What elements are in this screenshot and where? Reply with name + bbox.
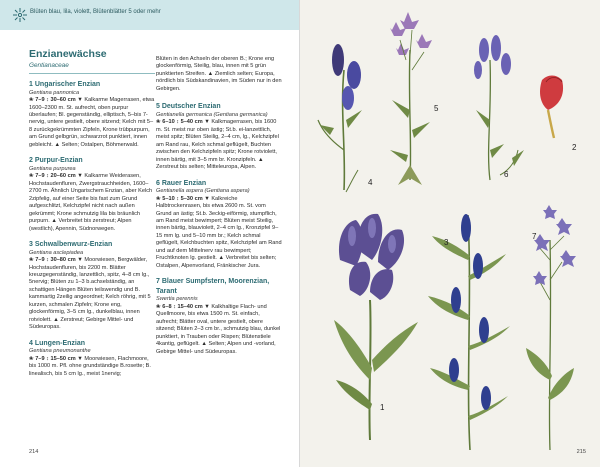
species-entry [156, 179, 282, 271]
species-entry [156, 277, 282, 356]
plate-label-4: 4 [368, 178, 373, 187]
species-description: ❀ 7–9 ↕ 20–60 cm ▼ Kalkarme Weiderasen, Hochstaudenfluren, Zwergstrauchheiden, 1600–2700 m. Ähnlich Ungarischem Enzian, aber Kelch 2zipfelig, auf einer Seite bis fast zum Grund aufgeschlitzt, Kelchzipfel nicht nach außen gekrümmt; Krone schmutzig lila bis bräunlich purpurn. ▲ Verbreitet bis zerstreut; Alpen (westlich), Apennin, Südnorwegen. [29, 173, 153, 232]
species-heading: 6 Rauer Enzian [156, 179, 207, 187]
text-column-1 [29, 48, 155, 385]
species-heading: 2 Purpur-Enzian [29, 157, 83, 165]
species-latin: Gentianella aspera (Gentiana aspera) [156, 188, 250, 195]
species-latin: Gentianella germanica (Gentiana germanica) [156, 111, 268, 118]
family-title: Enzianewächse [29, 48, 107, 60]
plate-label-5: 5 [434, 104, 439, 113]
plant-6-illustration [474, 35, 524, 180]
species-latin: Swertia perennis [156, 296, 198, 303]
flower-section-icon [12, 7, 28, 23]
species-latin: Gentiana pneumonanthe [29, 348, 91, 355]
species-entry [29, 156, 155, 233]
species-description: ❀ 7–9 ↕ 30–60 cm ▼ Kalkarme Magerrasen, etwa 1600–2300 m. St. aufrecht, oben purpur überlaufen; Bl. gegenständig, elliptisch, 5–bis 7-nervig, untere gestielt, obere sitzend; Kelch mit 5–8 zurückgekrümmten Zipfeln, Krone trübpurpurn, am Grund gelbgrün, schwarzrot punktiert, innen gebleicht. ▲ Selten; Ostalpen, Böhmerwald. [29, 97, 155, 148]
section-strip [0, 0, 300, 30]
species-heading: 4 Lungen-Enzian [29, 339, 86, 347]
plate-label-7: 7 [532, 232, 537, 241]
section-strip-text: Blüten blau, lila, violett, Blütenblätter 5 oder mehr [30, 9, 161, 15]
species-description: ❀ 7–9 ↕ 30–80 cm ▼ Moorwiesen, Bergwälder, Hochstaudenfluren, bis 2200 m. Blätter kreuzgegenständig, lanzettlich, spitz, 4–8 cm lg., 5nervig; Blüten zu 1–3 b.achselständig, an schattigen Hängen Blüten teilswendig und B. kammartig 2zeilig angeordnet; Kelch röhrig, mit 5 kurzen, schmalen Zipfeln; Krone eng, glockenförmig, 3–5 cm lg., dunkelblau, innen rotviolett. ▲ Zerstreut; Gebirge Mittel- und Südeuropas. [29, 257, 151, 331]
species-latin: Gentiana asclepiadea [29, 249, 84, 256]
plant-4-illustration [318, 44, 362, 192]
plate-label-1: 1 [380, 403, 385, 412]
plate-label-6: 6 [504, 170, 509, 179]
species-latin: Gentiana purpurea [29, 165, 76, 172]
plant-5-illustration [390, 12, 432, 185]
plant-2-illustration [540, 76, 563, 139]
species-entry [29, 80, 155, 149]
species-heading: 3 Schwalbenwurz-Enzian [29, 241, 113, 249]
plant-3-illustration [428, 214, 510, 450]
plate-label-3: 3 [444, 238, 449, 247]
species-latin: Gentiana pannonica [29, 89, 80, 96]
species-heading: 5 Deutscher Enzian [156, 103, 221, 111]
species-description: ❀ 6–10 ↕ 5–40 cm ▼ Kalkmagerrasen, bis 1600 m. St. meist nur oben ästig; St.b. ei-lanzettlich, meist spitz; Blüten Steilig, 2–4 cm, lg., Kelchzipfel am Rand rau, Kelch schmal geflügelt, Buchten zwischen den Kelchzipfeln spitz; Krone rotviolett, innen bärtig, mit 3–5 mm br. Kronzipfeln. ▲ Zerstreut bis selten; Mitteleuropa, Alpen. [156, 119, 279, 171]
species-entry [29, 240, 155, 332]
species-heading: 1 Ungarischer Enzian [29, 81, 101, 89]
species-description: ❀ 7–9 ↕ 15–50 cm ▼ Moorwiesen, Flachmoore, bis 1000 m. Pfl. ohne grundständige B.rosette; B. linealisch, bis 5 cm lg., meist 1nervig; [29, 355, 151, 377]
plant-1-illustration [334, 214, 418, 440]
text-column-2 [156, 56, 282, 363]
species-heading: 7 Blauer Sumpfstern, Moorenzian, Tarant [156, 278, 270, 295]
plate-label-2: 2 [572, 143, 577, 152]
gentian-illustrations [300, 0, 600, 467]
page-number-right: 215 [576, 449, 586, 455]
plant-7-illustration [526, 205, 576, 450]
species-description: ❀ 5–10 ↕ 5–30 cm ▼ Kalkreiche Halbtrockenrasen, bis etwa 2600 m. St. vom Grund an ästig; St.b. 3eckig-eiförmig, stumpflich, am Rand meist bewimpert; Blüten meist Steilig, innen bärtig, blauviolett, 2–4 cm lg., Kronzipfel 9–15 mm lg. und 5–10 mm br.; Kelch schmal geflügelt, Kelchbuchten spitz, Kelchzipfel am Rand und auf dem Mittelnerv rau bewimpert; Fruchtknoten lg. gestielt. ▲ Verbreitet bis selten; Ostalpen, Alpenvorland, Fränkischer Jura. [156, 195, 282, 269]
family-latin: Gentianaceae [29, 62, 155, 75]
illustration-plate [300, 0, 600, 467]
species-entry [29, 339, 155, 378]
species-entry [156, 102, 282, 171]
page-number-left: 214 [29, 449, 39, 455]
species-description-continued: Blüten in den Achseln der oberen B.; Krone eng glockenförmig, Steilig, blau, innen mit 5 grün punktierten Streifen. ▲ Ziemlich selten; Europa, nördlich bis Südskandinavien, im Süden nur in den Gebirgen. [156, 56, 282, 92]
species-description: ❀ 6–8 ↕ 15–40 cm ▼ Kalkhaltige Flach- und Quellmoore, bis etwa 1500 m. St. einfach, aufrecht; Blätter oval, untere gestielt, obere sitzend; Blüten 2–3 cm br., schmutzig blau, dunkel punktiert, in Trauben oder Rispen; Blütenstiele 4kantig, geflügelt. ▲ Selten; Alpen und -vorland, Gebirge Mittel- und Südeuropas. [156, 303, 281, 355]
